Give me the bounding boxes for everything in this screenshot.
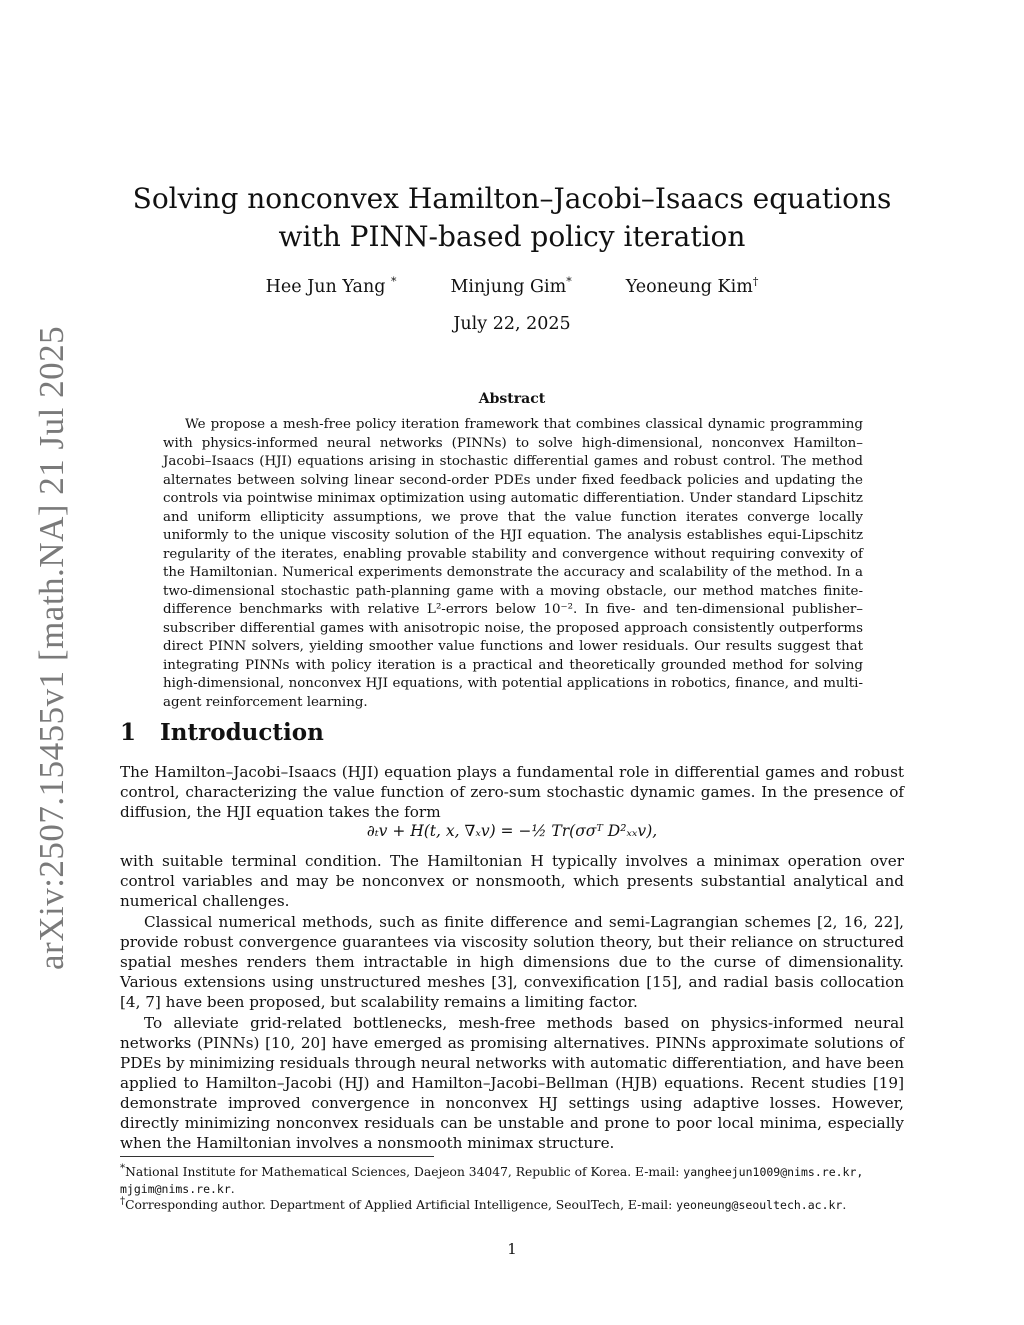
intro-paragraph-4: To alleviate grid-related bottlenecks, mesh-free methods based on physics-informed neural networks (PINNs) [10, 20] have emerged as promising alternatives. PINNs approximate solutions of PDEs by minimizing residuals through neural networks with automatic differentiation, and have been applied to Hamilton–Jacobi (HJ) and Hamilton–Jacobi–Bellman (HJB) equations. Recent studies [19] demonstrate improved convergence in nonconvex HJ settings using adaptive losses. However, directly minimizing nonconvex residuals can be unstable and prone to poor local minima, especially when the Hamiltonian involves a nonsmooth minimax structure. [120, 1014, 905, 1152]
footnote-2-end: . [842, 1198, 847, 1213]
footnote-2-emails: yeoneung@seoultech.ac.kr [676, 1198, 843, 1213]
author-2 [451, 275, 572, 297]
author-list [200, 275, 824, 297]
author-3 [626, 275, 759, 297]
intro-paragraph-2: with suitable terminal condition. The Hamiltonian H typically involves a minimax operation over control variables and may be nonconvex or nonsmooth, which presents substantial analytical and numerical challenges. [120, 852, 904, 910]
paper-date: July 22, 2025 [453, 314, 571, 334]
section-number: 1 [120, 719, 137, 746]
abstract-text: We propose a mesh-free policy iteration framework that combines classical dynamic programming with physics-informed neural networks (PINNs) to solve high-dimensional, nonconvex Hamilton–Jacobi–Isaacs (HJI) equations arising in stochastic differential games and robust control. The method alternates between solving linear second-order PDEs under fixed feedback policies and updating the controls via pointwise minimax optimization using automatic differentiation. Under standard Lipschitz and uniform ellipticity assumptions, we prove that the value function iterates converge locally uniformly to the unique viscosity solution of the HJI equation. The analysis establishes equi-Lipschitz regularity of the iterates, enabling provable stability and convergence without requiring convexity of the Hamiltonian. Numerical experiments demonstrate the accuracy and scalability of the method. In a two-dimensional stochastic path-planning game with a moving obstacle, our method matches finite-difference benchmarks with relative L²-errors below 10⁻². In five- and ten-dimensional publisher–subscriber differential games with anisotropic noise, the proposed approach consistently outperforms direct PINN solvers, yielding smoother value functions and lower residuals. Our results suggest that integrating PINNs with policy iteration is a practical and theoretically grounded method for solving high-dimensional, nonconvex HJI equations, with potential applications in robotics, finance, and multi-agent reinforcement learning. [163, 417, 863, 710]
page-number: 1 [507, 1240, 517, 1258]
footnote-1-end: . [230, 1182, 235, 1197]
paper-title: Solving nonconvex Hamilton–Jacobi–Isaacs equations with PINN-based policy iteration [132, 182, 892, 253]
footnote-1-emails: yangheejun1009@nims.re.kr, mjgim@nims.re.kr [120, 1165, 864, 1197]
hji-equation: ∂ₜv + H(t, x, ∇ₓv) = −½ Tr(σσᵀ D²ₓₓv), [366, 822, 658, 840]
author-3-mark: † [752, 275, 759, 288]
footnote-2-text: Corresponding author. Department of Applied Artificial Intelligence, SeoulTech, E-mail: [125, 1198, 677, 1213]
abstract-heading: Abstract [478, 391, 546, 407]
author-2-mark: * [566, 275, 572, 288]
footnote-rule [120, 1156, 434, 1157]
arxiv-side-stamp: arXiv:2507.15455v1 [math.NA] 21 Jul 2025 [32, 325, 71, 970]
author-1-mark: * [391, 275, 397, 288]
intro-paragraph-3: Classical numerical methods, such as finite difference and semi-Lagrangian schemes [2, 16, 22], provide robust convergence guarantees via viscosity solution theory, but their reliance on structured spatial meshes renders them intractable in high dimensions due to the curse of dimensionality. Various extensions using unstructured meshes [3], convexification [15], and radial basis collocation [4, 7] have been proposed, but scalability remains a limiting factor. [120, 913, 904, 1011]
author-2-name: Minjung Gim [450, 276, 567, 297]
author-1 [266, 275, 397, 297]
author-3-name: Yeoneung Kim [625, 276, 753, 297]
intro-paragraph-1: The Hamilton–Jacobi–Isaacs (HJI) equation plays a fundamental role in differential games and robust control, characterizing the value function of zero-sum stochastic dynamic games. In the presence of diffusion, the HJI equation takes the form [120, 763, 904, 821]
section-title: Introduction [160, 719, 324, 746]
footnote-1-text: National Institute for Mathematical Sciences, Daejeon 34047, Republic of Korea. E-mail: [125, 1165, 684, 1180]
footnote-2 [120, 1193, 904, 1214]
author-1-name: Hee Jun Yang [265, 276, 386, 297]
footnote-2-mark: † [120, 1195, 126, 1207]
section-heading [120, 719, 324, 746]
footnote-1-mark: * [120, 1162, 126, 1174]
